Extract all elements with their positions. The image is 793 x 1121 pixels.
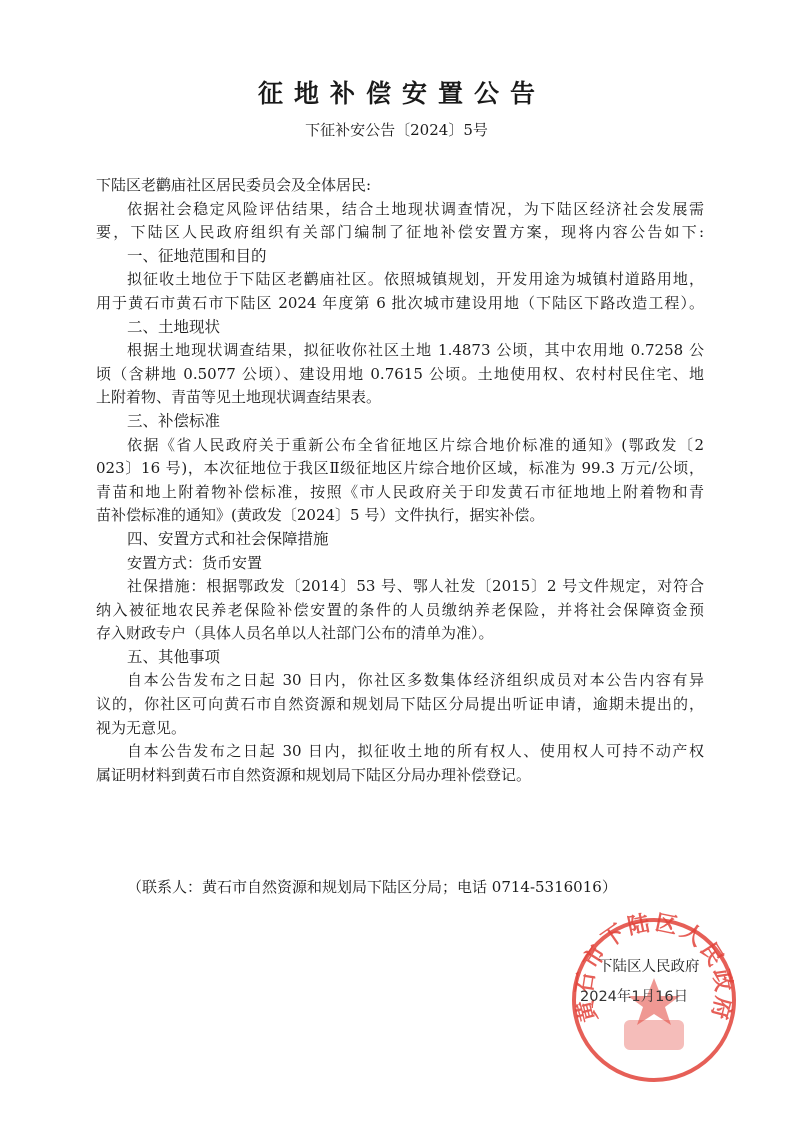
svg-text:黄石市下陆区人民政府: 黄石市下陆区人民政府	[572, 910, 736, 1025]
body-line: 要，下陆区人民政府组织有关部门编制了征地补偿安置方案，现将内容公告如下:	[96, 223, 704, 242]
section-heading: 三、补偿标准	[127, 411, 221, 430]
section-heading: 一、征地范围和目的	[127, 246, 267, 265]
section-heading: 二、土地现状	[127, 317, 221, 336]
body-line: 依据社会稳定风险评估结果，结合土地现状调查情况，为下陆区经济社会发展需	[127, 199, 704, 218]
document-body	[96, 174, 704, 787]
body-line: 根据土地现状调查结果，拟征收你社区土地 1.4873 公顷，其中农用地 0.7258 公	[127, 341, 704, 360]
body-line: 上附着物、青苗等见土地现状调查结果表。	[96, 388, 382, 407]
body-line: 023〕16 号)，本次征地位于我区Ⅱ级征地区片综合地价区域，标准为 99.3 万元/公顷，	[96, 459, 704, 478]
body-line: 依据《省人民政府关于重新公布全省征地区片综合地价标准的通知》(鄂政发〔2	[127, 435, 704, 454]
body-line: 安置方式：货币安置	[127, 553, 263, 572]
contact-line: （联系人：黄石市自然资源和规划局下陆区分局；电话 0714-5316016）	[127, 878, 617, 896]
body-line: 青苗和地上附着物补偿标准，按照《市人民政府关于印发黄石市征地地上附着物和青	[96, 482, 704, 501]
body-line: 纳入被征地农民养老保险补偿安置的条件的人员缴纳养老保险，并将社会保障资金预	[96, 600, 704, 619]
body-line: 自本公告发布之日起 30 日内，拟征收土地的所有权人、使用权人可持不动产权	[127, 742, 704, 761]
body-line: 下陆区老鹳庙社区居民委员会及全体居民:	[96, 176, 372, 194]
body-line: 用于黄石市黄石市下陆区 2024 年度第 6 批次城市建设用地（下陆区下路改造工程）。	[96, 293, 704, 312]
document-number: 下征补安公告〔2024〕5号	[305, 121, 488, 139]
body-line: 苗补偿标准的通知》(黄政发〔2024〕5 号）文件执行，据实补偿。	[96, 506, 545, 525]
body-line: 拟征收土地位于下陆区老鹳庙社区。依照城镇规划，开发用途为城镇村道路用地，	[127, 270, 704, 289]
body-line: 属证明材料到黄石市自然资源和规划局下陆区分局办理补偿登记。	[96, 765, 532, 784]
body-line: 视为无意见。	[96, 718, 187, 737]
section-heading: 四、安置方式和社会保障措施	[127, 529, 329, 548]
signing-date: 2024年1月16日	[580, 989, 689, 1005]
section-heading: 五、其他事项	[127, 647, 221, 666]
document-title: 征地补偿安置公告	[257, 79, 546, 108]
body-line: 存入财政专户（具体人员名单以人社部门公布的清单为准）。	[96, 624, 494, 643]
body-line: 社保措施：根据鄂政发〔2014〕53 号、鄂人社发〔2015〕2 号文件规定，对符合	[127, 577, 704, 596]
body-line: 顷（含耕地 0.5077 公顷）、建设用地 0.7615 公顷。土地使用权、农村村民住宅、地	[96, 364, 704, 383]
body-line: 自本公告发布之日起 30 日内，你社区多数集体经济组织成员对本公告内容有异	[127, 671, 704, 690]
body-line: 议的，你社区可向黄石市自然资源和规划局下陆区分局提出听证申请，逾期未提出的，	[96, 695, 704, 714]
signing-authority: 下陆区人民政府	[598, 959, 700, 975]
